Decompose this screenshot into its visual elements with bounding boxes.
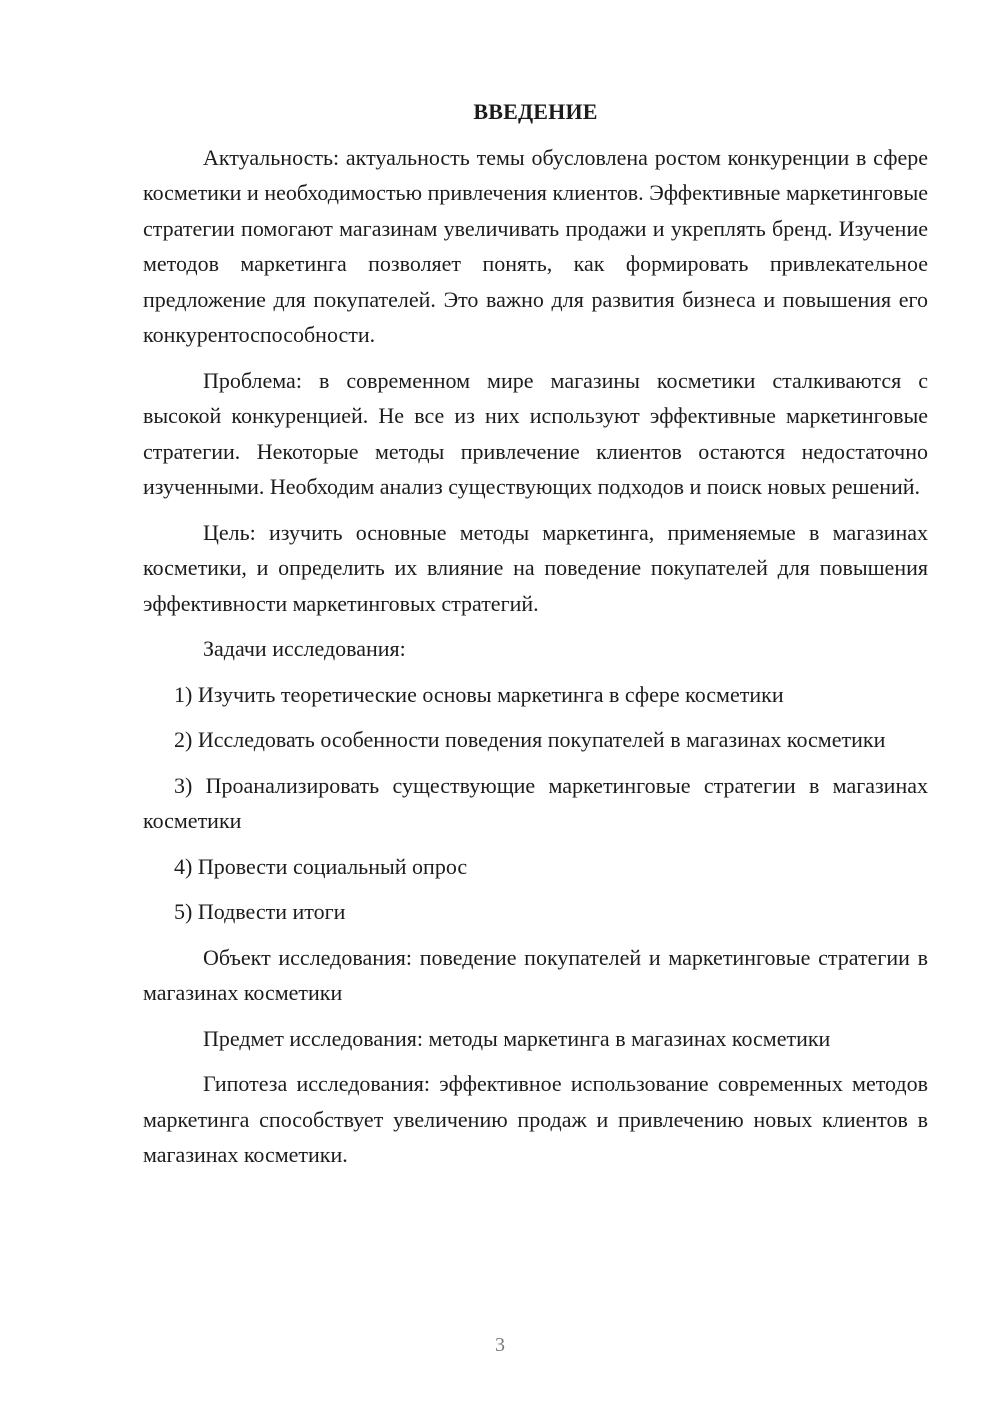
task-item-2: 2) Исследовать особенности поведения покупателей в магазинах косметики — [174, 727, 886, 752]
task-item-3: 3) Проанализировать существующие маркетинговые стратегии в магазинах косметики — [143, 772, 928, 833]
goal-paragraph: Цель: изучить основные методы маркетинга, применяемые в магазинах косметики, и определить их влияние на поведение покупателей для повышения эффективности маркетинговых стратегий. — [143, 519, 928, 616]
task-item-4: 4) Провести социальный опрос — [174, 853, 468, 879]
object-paragraph: Объект исследования: поведение покупателей и маркетинговые стратегии в магазинах косметики — [143, 944, 928, 1005]
task-item-5: 5) Подвести итоги — [174, 899, 346, 924]
section-title: ВВЕДЕНИЕ — [473, 99, 598, 124]
relevance-paragraph: Актуальность: актуальность темы обусловлена ростом конкуренции в сфере косметики и необходимостью привлечения клиентов. Эффективные маркетинговые стратегии помогают магазинам увеличивать продажи и укреплять бренд. Изучение методов маркетинга позволяет понять, как формировать привлекательное предложение для покупателей. Это важно для развития бизнеса и повышения его конкурентоспособности. — [143, 144, 928, 347]
tasks-heading: Задачи исследования: — [203, 636, 406, 661]
task-item-1: 1) Изучить теоретические основы маркетинга в сфере косметики — [174, 681, 784, 707]
problem-paragraph: Проблема: в современном мире магазины косметики сталкиваются с высокой конкуренцией. Не все из них используют эффективные маркетинговые стратегии. Некоторые методы привлечение клиентов остаются недостаточно изученными. Необходим анализ существующих подходов и поиск новых решений. — [143, 367, 928, 499]
subject-paragraph: Предмет исследования: методы маркетинга в магазинах косметики — [203, 1025, 831, 1051]
hypothesis-paragraph: Гипотеза исследования: эффективное использование современных методов маркетинга способствует увеличению продаж и привлечению новых клиентов в магазинах косметики. — [143, 1071, 928, 1167]
page-number: 3 — [495, 1334, 505, 1356]
page-content — [143, 94, 928, 1183]
